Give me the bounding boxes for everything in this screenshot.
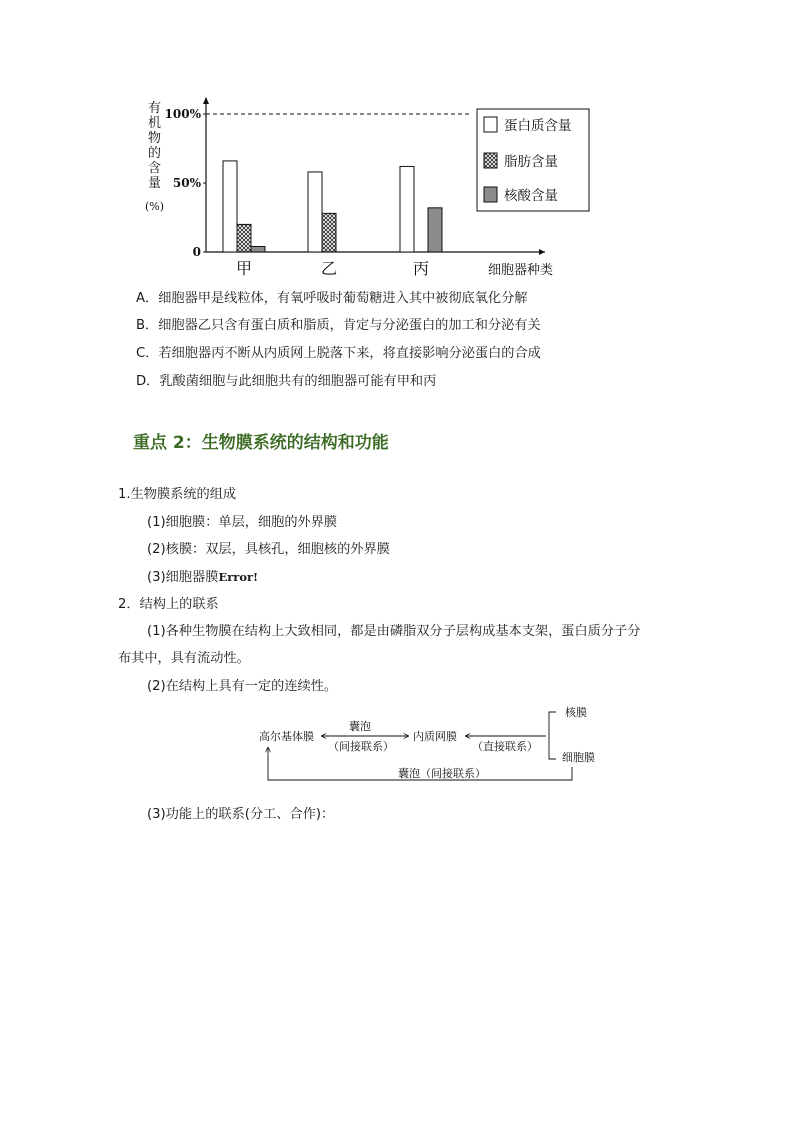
svg-text:物: 物 bbox=[148, 131, 162, 146]
bar-nucleic-2 bbox=[428, 208, 442, 252]
y-axis-label bbox=[145, 101, 164, 213]
point-2-title: 2．结构上的联系 bbox=[118, 597, 219, 612]
indirect-connection-label: （间接联系） bbox=[328, 740, 394, 753]
legend-label-2: 核酸含量 bbox=[504, 188, 558, 204]
golgi-membrane-label: 高尔基体膜 bbox=[259, 730, 314, 743]
point-1-item-3 bbox=[147, 569, 258, 586]
cell-membrane-label: 细胞膜 bbox=[562, 751, 595, 764]
svg-text:机: 机 bbox=[148, 116, 162, 131]
point-2-item-1-line-2: 布其中，具有流动性。 bbox=[118, 651, 250, 666]
point-1-item-2: (2)核膜：双层，具核孔，细胞核的外界膜 bbox=[147, 542, 390, 557]
organelle-membrane-text: (3)细胞器膜 bbox=[147, 570, 219, 585]
y-tick-label: 50% bbox=[172, 176, 201, 190]
x-category-label: 丙 bbox=[412, 259, 430, 278]
legend-swatch-0 bbox=[484, 117, 497, 132]
bar-protein-1 bbox=[308, 172, 322, 252]
direct-connection-label: （直接联系） bbox=[472, 740, 538, 753]
svg-text:(%): (%) bbox=[145, 200, 165, 213]
legend-swatch-1 bbox=[484, 153, 497, 168]
point-2-item-2: (2)在结构上具有一定的连续性。 bbox=[147, 679, 338, 694]
svg-text:有: 有 bbox=[148, 101, 162, 116]
x-axis-arrow bbox=[539, 249, 545, 255]
vesicle-bottom-label: 囊泡（间接联系） bbox=[398, 767, 486, 780]
legend-label-0: 蛋白质含量 bbox=[504, 118, 572, 134]
section-heading: 重点 2：生物膜系统的结构和功能 bbox=[133, 433, 389, 453]
svg-text:的: 的 bbox=[148, 146, 162, 161]
point-1-item-1: (1)细胞膜：单层，细胞的外界膜 bbox=[147, 515, 338, 530]
bar-protein-0 bbox=[223, 161, 237, 252]
y-tick-label: 100% bbox=[164, 107, 201, 121]
x-axis-label: 细胞器种类 bbox=[488, 263, 554, 278]
x-category-label: 乙 bbox=[320, 259, 338, 278]
svg-text:含: 含 bbox=[148, 161, 162, 176]
er-membrane-label: 内质网膜 bbox=[413, 730, 457, 743]
option-a: A．细胞器甲是线粒体，有氧呼吸时葡萄糖进入其中被彻底氧化分解 bbox=[136, 291, 528, 306]
x-category-label: 甲 bbox=[235, 259, 253, 278]
error-marker: Error! bbox=[218, 570, 259, 584]
organelle-composition-chart bbox=[140, 92, 600, 282]
option-b: B．细胞器乙只含有蛋白质和脂质，肯定与分泌蛋白的加工和分泌有关 bbox=[136, 318, 541, 333]
option-c: C．若细胞器丙不断从内质网上脱落下来，将直接影响分泌蛋白的合成 bbox=[136, 346, 541, 361]
y-tick-label: 0 bbox=[192, 245, 201, 259]
bar-fat-0 bbox=[237, 224, 251, 252]
bar-protein-2 bbox=[400, 166, 414, 252]
svg-text:量: 量 bbox=[148, 176, 162, 191]
y-axis-arrow bbox=[203, 97, 209, 104]
option-d: D．乳酸菌细胞与此细胞共有的细胞器可能有甲和丙 bbox=[136, 374, 437, 389]
point-2-item-1-line-1: (1)各种生物膜在结构上大致相同，都是由磷脂双分子层构成基本支架，蛋白质分子分 bbox=[147, 624, 641, 639]
bar-fat-1 bbox=[322, 213, 336, 252]
legend-swatch-2 bbox=[484, 187, 497, 202]
point-3-title: (3)功能上的联系(分工、合作)： bbox=[147, 807, 335, 822]
point-1-title: 1.生物膜系统的组成 bbox=[118, 487, 237, 502]
bar-nucleic-0 bbox=[251, 246, 265, 252]
membrane-connection-diagram bbox=[250, 700, 620, 790]
vesicle-top-label: 囊泡 bbox=[349, 720, 371, 733]
nuclear-membrane-label: 核膜 bbox=[565, 706, 587, 719]
legend-label-1: 脂肪含量 bbox=[504, 154, 558, 170]
branch-bracket bbox=[549, 712, 556, 759]
